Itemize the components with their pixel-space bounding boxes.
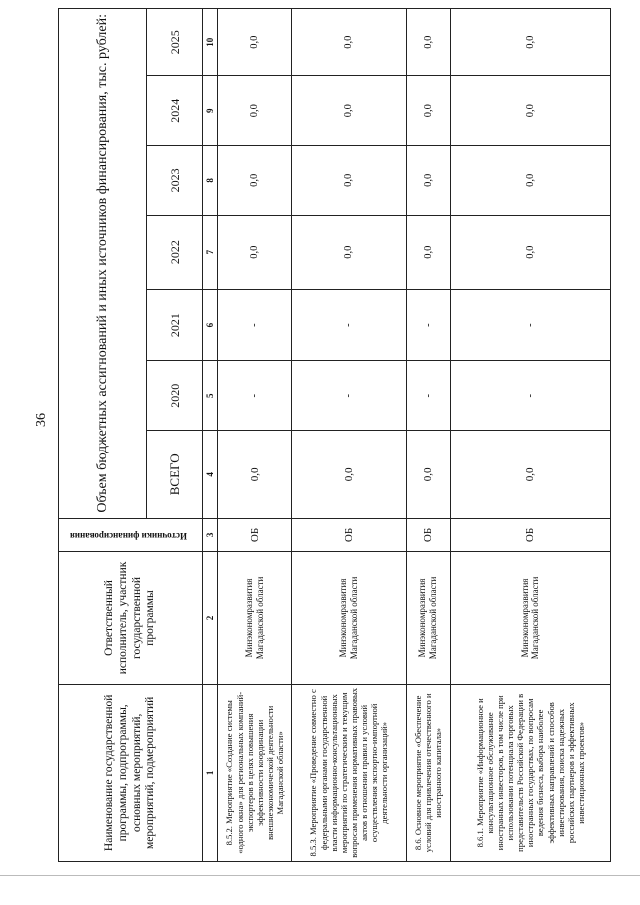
row-executor: Минэкономразвития Магаданской области bbox=[292, 552, 406, 684]
row-value-2021: - bbox=[292, 289, 406, 361]
table-row bbox=[292, 9, 406, 862]
row-value-2024: 0,0 bbox=[292, 76, 406, 146]
header-year-2023: 2023 bbox=[147, 146, 203, 216]
col-number: 6 bbox=[203, 289, 218, 361]
col-number: 7 bbox=[203, 215, 218, 289]
row-value-2023: 0,0 bbox=[450, 146, 610, 216]
row-source: ОБ bbox=[292, 518, 406, 552]
header-year-2025: 2025 bbox=[147, 9, 203, 76]
row-value-2022: 0,0 bbox=[450, 215, 610, 289]
header-year-2021: 2021 bbox=[147, 289, 203, 361]
header-executor: Ответственный исполнитель, участник государственной программы bbox=[59, 552, 203, 684]
col-number: 2 bbox=[203, 552, 218, 684]
row-value-2021: - bbox=[450, 289, 610, 361]
row-value-2025: 0,0 bbox=[218, 9, 292, 76]
col-number: 3 bbox=[203, 518, 218, 552]
table-row bbox=[218, 9, 292, 862]
rotated-table-container bbox=[58, 8, 611, 862]
row-value-2025: 0,0 bbox=[450, 9, 610, 76]
col-number: 9 bbox=[203, 76, 218, 146]
header-total: ВСЕГО bbox=[147, 431, 203, 519]
row-value-2022: 0,0 bbox=[406, 215, 450, 289]
row-value-2025: 0,0 bbox=[292, 9, 406, 76]
row-value-2020: - bbox=[406, 361, 450, 431]
row-value-2021: - bbox=[406, 289, 450, 361]
row-total: 0,0 bbox=[450, 431, 610, 519]
col-number: 5 bbox=[203, 361, 218, 431]
header-funding-group: Объем бюджетных ассигнований и иных источников финансирования, тыс. рублей: bbox=[59, 9, 147, 519]
row-value-2025: 0,0 bbox=[406, 9, 450, 76]
row-value-2023: 0,0 bbox=[218, 146, 292, 216]
row-value-2024: 0,0 bbox=[406, 76, 450, 146]
row-source: ОБ bbox=[406, 518, 450, 552]
table-row bbox=[450, 9, 610, 862]
row-name: 8.5.3. Мероприятие «Проведение совместно с федеральными органами государственной власти информационно-консультационных мероприятий по стратегическим и текущим вопросам применения нормативных правовых актов в отношении правил и условий осуществления экспортно-импортной деятельности организаций» bbox=[292, 684, 406, 861]
header-row-1 bbox=[59, 9, 147, 862]
row-value-2024: 0,0 bbox=[218, 76, 292, 146]
row-total: 0,0 bbox=[406, 431, 450, 519]
row-value-2022: 0,0 bbox=[292, 215, 406, 289]
header-source bbox=[59, 518, 203, 552]
col-number: 4 bbox=[203, 431, 218, 519]
column-number-row bbox=[203, 9, 218, 862]
row-value-2020: - bbox=[292, 361, 406, 431]
row-value-2022: 0,0 bbox=[218, 215, 292, 289]
header-year-2024: 2024 bbox=[147, 76, 203, 146]
col-number: 1 bbox=[203, 684, 218, 861]
col-number: 8 bbox=[203, 146, 218, 216]
row-executor: Минэкономразвития Магаданской области bbox=[450, 552, 610, 684]
header-source-label: Источники финансирования bbox=[69, 530, 187, 541]
row-name: 8.6. Основное мероприятие «Обеспечение условий для привлечения отечественного и иностранного капитала» bbox=[406, 684, 450, 861]
page-bottom-rule bbox=[0, 875, 640, 876]
table-row bbox=[406, 9, 450, 862]
row-executor: Минэкономразвития Магаданской области bbox=[218, 552, 292, 684]
funding-table bbox=[58, 8, 611, 862]
header-year-2020: 2020 bbox=[147, 361, 203, 431]
col-number: 10 bbox=[203, 9, 218, 76]
header-name: Наименование государственной программы, подпрограммы, основных мероприятий, мероприятий, подмероприятий bbox=[59, 684, 203, 861]
page-number: 36 bbox=[34, 413, 49, 427]
header-year-2022: 2022 bbox=[147, 215, 203, 289]
row-total: 0,0 bbox=[292, 431, 406, 519]
row-name: 8.5.2. Мероприятие «Создание системы «одного окна» для региональных компаний-экспортеров в целях повышения эффективности координации внешнеэкономической деятельности Магаданской области» bbox=[218, 684, 292, 861]
row-executor: Минэкономразвития Магаданской области bbox=[406, 552, 450, 684]
row-source: ОБ bbox=[450, 518, 610, 552]
row-name: 8.6.1. Мероприятие «Информационное и консультационное обслуживание иностранных инвесторов, в том числе при использовании потенциала торговых представительств Российской Федерации в иностранных государствах, по вопросам ведения бизнеса, выбора наиболее эффективных направлений и способов инвестирования, поиска надежных российских партнеров и эффективных инвестиционных проектов» bbox=[450, 684, 610, 861]
row-value-2020: - bbox=[450, 361, 610, 431]
row-value-2021: - bbox=[218, 289, 292, 361]
row-source: ОБ bbox=[218, 518, 292, 552]
row-value-2020: - bbox=[218, 361, 292, 431]
row-value-2023: 0,0 bbox=[292, 146, 406, 216]
row-value-2024: 0,0 bbox=[450, 76, 610, 146]
row-total: 0,0 bbox=[218, 431, 292, 519]
row-value-2023: 0,0 bbox=[406, 146, 450, 216]
